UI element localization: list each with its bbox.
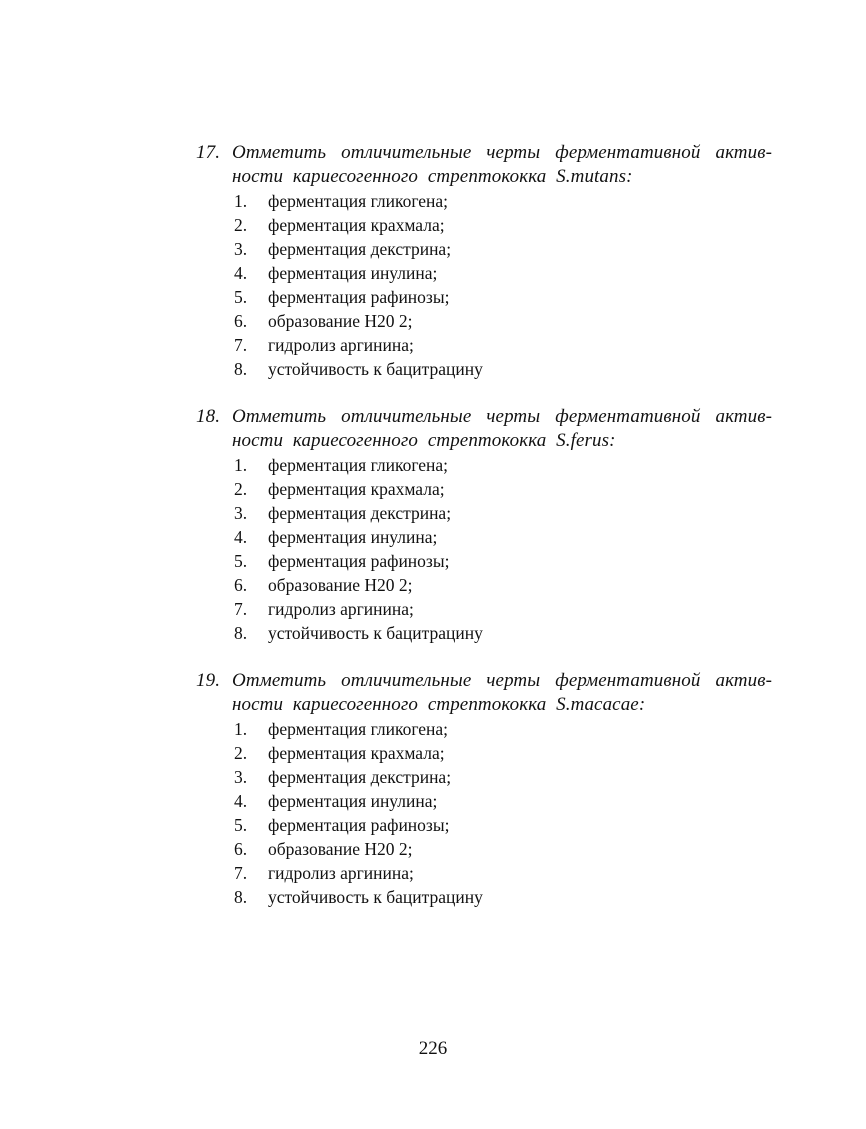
option-text: устойчивость к бацитрацину [268,887,483,907]
option-number: 6. [234,311,248,331]
option-text: гидролиз аргинина; [268,863,414,883]
option-number: 3. [234,503,248,523]
option-text: образование Н20 2; [268,839,413,859]
question-17 [196,141,786,381]
option-number: 6. [234,575,248,595]
option-number: 2. [234,479,248,499]
question-heading [196,669,786,717]
option-number: 1. [234,191,248,211]
option-number: 2. [234,215,248,235]
option-number: 5. [234,815,248,835]
answer-option [196,357,786,381]
option-text: ферментация гликогена; [268,191,449,211]
option-number: 4. [234,263,248,283]
question-text-line-1: Отметить отличительные черты ферментативной актив- [232,142,772,163]
question-number: 18. [196,406,221,427]
option-number: 7. [234,335,248,355]
question-number: 17. [196,142,221,163]
option-number: 4. [234,527,248,547]
option-text: ферментация декстрина; [268,503,452,523]
option-number: 6. [234,839,248,859]
option-number: 3. [234,239,248,259]
option-text: образование Н20 2; [268,575,413,595]
option-text: ферментация инулина; [268,263,438,283]
option-text: ферментация декстрина; [268,239,452,259]
answer-option [196,885,786,909]
option-text: ферментация крахмала; [268,215,445,235]
option-text: ферментация рафинозы; [268,287,450,307]
option-text: ферментация инулина; [268,527,438,547]
question-19 [196,669,786,909]
answer-option [196,333,786,357]
option-text: ферментация инулина; [268,791,438,811]
answer-option [196,213,786,237]
answer-option [196,573,786,597]
question-text-line-2: ности кариесогенного стрептококка S.ferus: [232,430,616,451]
answer-options [196,189,786,381]
answer-option [196,597,786,621]
option-text: образование Н20 2; [268,311,413,331]
question-number: 19. [196,670,221,691]
answer-options [196,717,786,909]
option-number: 8. [234,359,248,379]
answer-option [196,309,786,333]
option-number: 1. [234,719,248,739]
option-text: ферментация крахмала; [268,743,445,763]
answer-option [196,453,786,477]
option-number: 5. [234,551,248,571]
answer-option [196,525,786,549]
answer-options [196,453,786,645]
answer-option [196,765,786,789]
question-heading [196,141,786,189]
option-text: гидролиз аргинина; [268,335,414,355]
answer-option [196,837,786,861]
answer-option [196,813,786,837]
option-text: ферментация рафинозы; [268,815,450,835]
option-text: устойчивость к бацитрацину [268,623,483,643]
question-text-line-2: ности кариесогенного стрептококка S.mutans: [232,166,633,187]
option-text: ферментация рафинозы; [268,551,450,571]
answer-option [196,261,786,285]
question-text-line-1: Отметить отличительные черты ферментативной актив- [232,406,772,427]
question-text-line-2: ности кариесогенного стрептококка S.macacae: [232,694,646,715]
option-text: ферментация крахмала; [268,479,445,499]
answer-option [196,621,786,645]
question-heading [196,405,786,453]
option-number: 4. [234,791,248,811]
answer-option [196,861,786,885]
answer-option [196,789,786,813]
option-text: ферментация гликогена; [268,455,449,475]
answer-option [196,477,786,501]
answer-option [196,549,786,573]
option-number: 1. [234,455,248,475]
option-text: ферментация гликогена; [268,719,449,739]
answer-option [196,189,786,213]
option-number: 5. [234,287,248,307]
answer-option [196,717,786,741]
answer-option [196,285,786,309]
answer-option [196,741,786,765]
option-number: 3. [234,767,248,787]
question-text-line-1: Отметить отличительные черты ферментативной актив- [232,670,772,691]
option-text: устойчивость к бацитрацину [268,359,483,379]
option-number: 7. [234,599,248,619]
page-number: 226 [418,1038,448,1059]
option-number: 8. [234,623,248,643]
answer-option [196,501,786,525]
option-number: 2. [234,743,248,763]
option-text: ферментация декстрина; [268,767,452,787]
option-number: 8. [234,887,248,907]
option-number: 7. [234,863,248,883]
answer-option [196,237,786,261]
option-text: гидролиз аргинина; [268,599,414,619]
question-18 [196,405,786,645]
